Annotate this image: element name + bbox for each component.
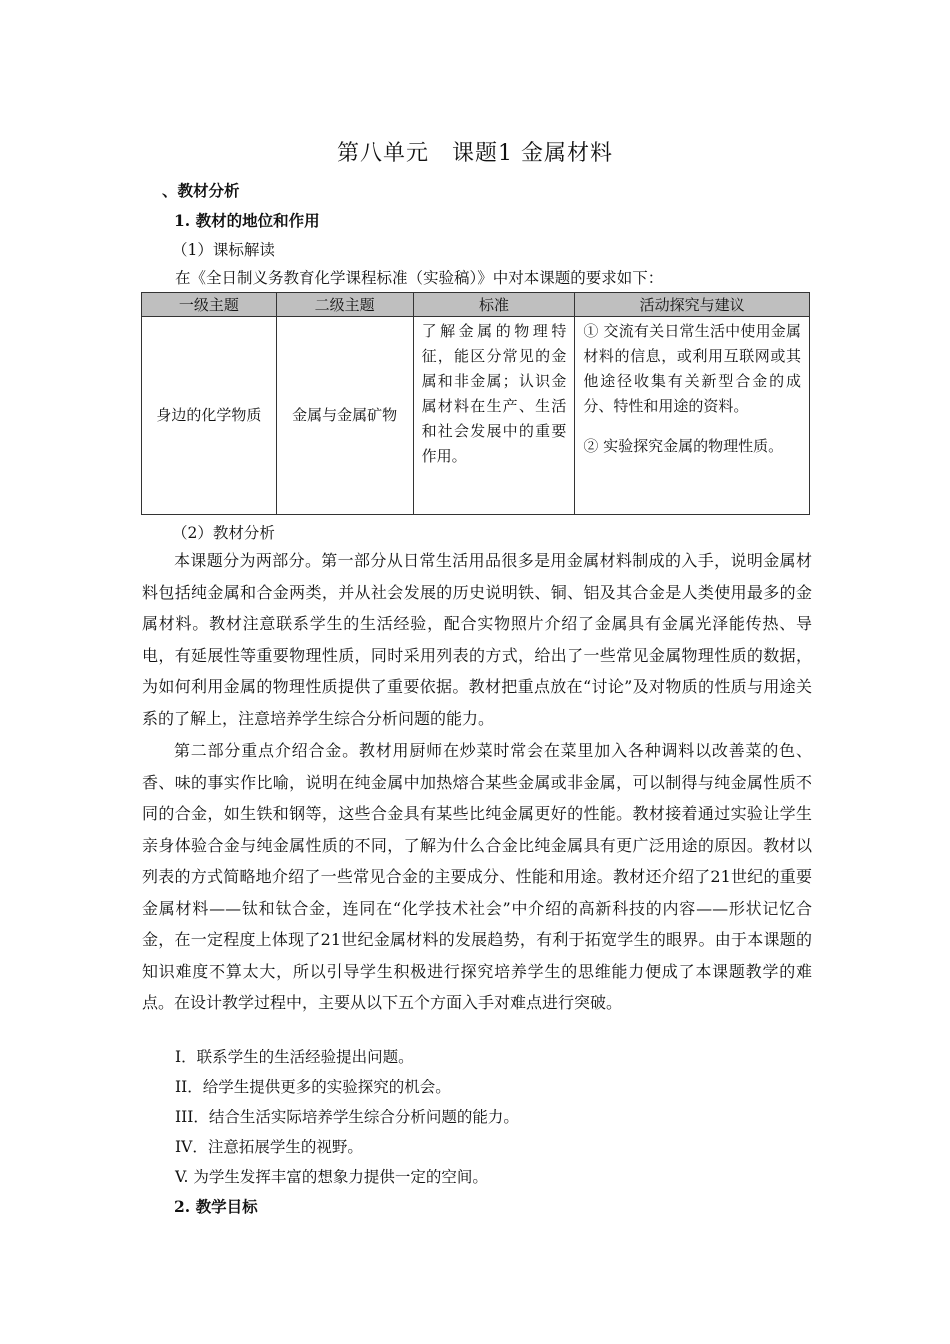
list-item: I．联系学生的生活经验提出问题。 [175,1048,414,1066]
section-heading-analysis: 、教材分析 [162,181,240,200]
section-heading-goals: 2. 教学目标 [174,1197,258,1216]
paragraph-part-one: 本课题分为两部分。第一部分从日常生活用品很多是用金属材料制成的入手，说明金属材料包括纯金属和合金两类，并从社会发展的历史说明铁、铜、铝及其合金是人类使用最多的金属材料。教材注意联系学生的生活经验，配合实物照片介绍了金属具有金属光泽能传热、导电，有延展性等重要物理性质，同时采用列表的方式，给出了一些常见金属物理性质的数据，为如何利用金属的物理性质提供了重要依据。教材把重点放在“讨论”及对物质的性质与用途关系的了解上，注意培养学生综合分析问题的能力。 [142,551,812,728]
subheading-material-analysis: （2）教材分析 [172,524,275,542]
table-header-cell: 活动探究与建议 [575,293,810,317]
secondary-theme-cell: 金属与金属矿物 [276,317,413,515]
table-header-cell: 标准 [413,293,575,317]
table-header-cell: 二级主题 [276,293,413,317]
list-item: V. 为学生发挥丰富的想象力提供一定的空间。 [175,1168,488,1186]
subheading-standard-reading: （1）课标解读 [172,241,275,259]
table-header-row [142,293,810,317]
standard-cell: 了解金属的物理特征，能区分常见的金属和非金属；认识金属材料在生产、生活和社会发展中的重要作用。 [413,317,575,515]
activity-cell [575,317,810,515]
intro-sentence: 在《全日制义务教育化学课程标准（实验稿）》中对本课题的要求如下： [175,269,664,287]
subsection-heading-role: 1. 教材的地位和作用 [174,211,320,230]
activity-item-1: ① 交流有关日常生活中使用金属材料的信息，或利用互联网或其他途径收集有关新型合金的成分、特性和用途的资料。 [583,322,801,415]
list-item: II．给学生提供更多的实验探究的机会。 [175,1078,451,1096]
page-title: 第八单元 课题1 金属材料 [337,141,613,166]
primary-theme-cell: 身边的化学物质 [142,317,277,515]
paragraph-part-two: 第二部分重点介绍合金。教材用厨师在炒菜时常会在菜里加入各种调料以改善菜的色、香、味的事实作比喻，说明在纯金属中加热熔合某些金属或非金属，可以制得与纯金属性质不同的合金，如生铁和钢等，这些合金具有某些比纯金属更好的性能。教材接着通过实验让学生亲身体验合金与纯金属性质的不同，了解为什么合金比纯金属具有更广泛用途的原因。教材以列表的方式简略地介绍了一些常见合金的主要成分、性能和用途。教材还介绍了21世纪的重要金属材料——钛和钛合金，连同在“化学技术社会”中介绍的高新科技的内容——形状记忆合金，在一定程度上体现了21世纪金属材料的发展趋势，有利于拓宽学生的眼界。由于本课题的知识难度不算太大，所以引导学生积极进行探究培养学生的思维能力便成了本课题教学的难点。在设计教学过程中，主要从以下五个方面入手对难点进行突破。 [142,741,812,1012]
list-item: III．结合生活实际培养学生综合分析问题的能力。 [175,1108,519,1126]
table-header-cell: 一级主题 [142,293,277,317]
list-item: IV．注意拓展学生的视野。 [175,1138,363,1156]
table-row [142,317,810,515]
activity-item-2: ② 实验探究金属的物理性质。 [583,437,784,455]
curriculum-standard-table [141,292,810,515]
